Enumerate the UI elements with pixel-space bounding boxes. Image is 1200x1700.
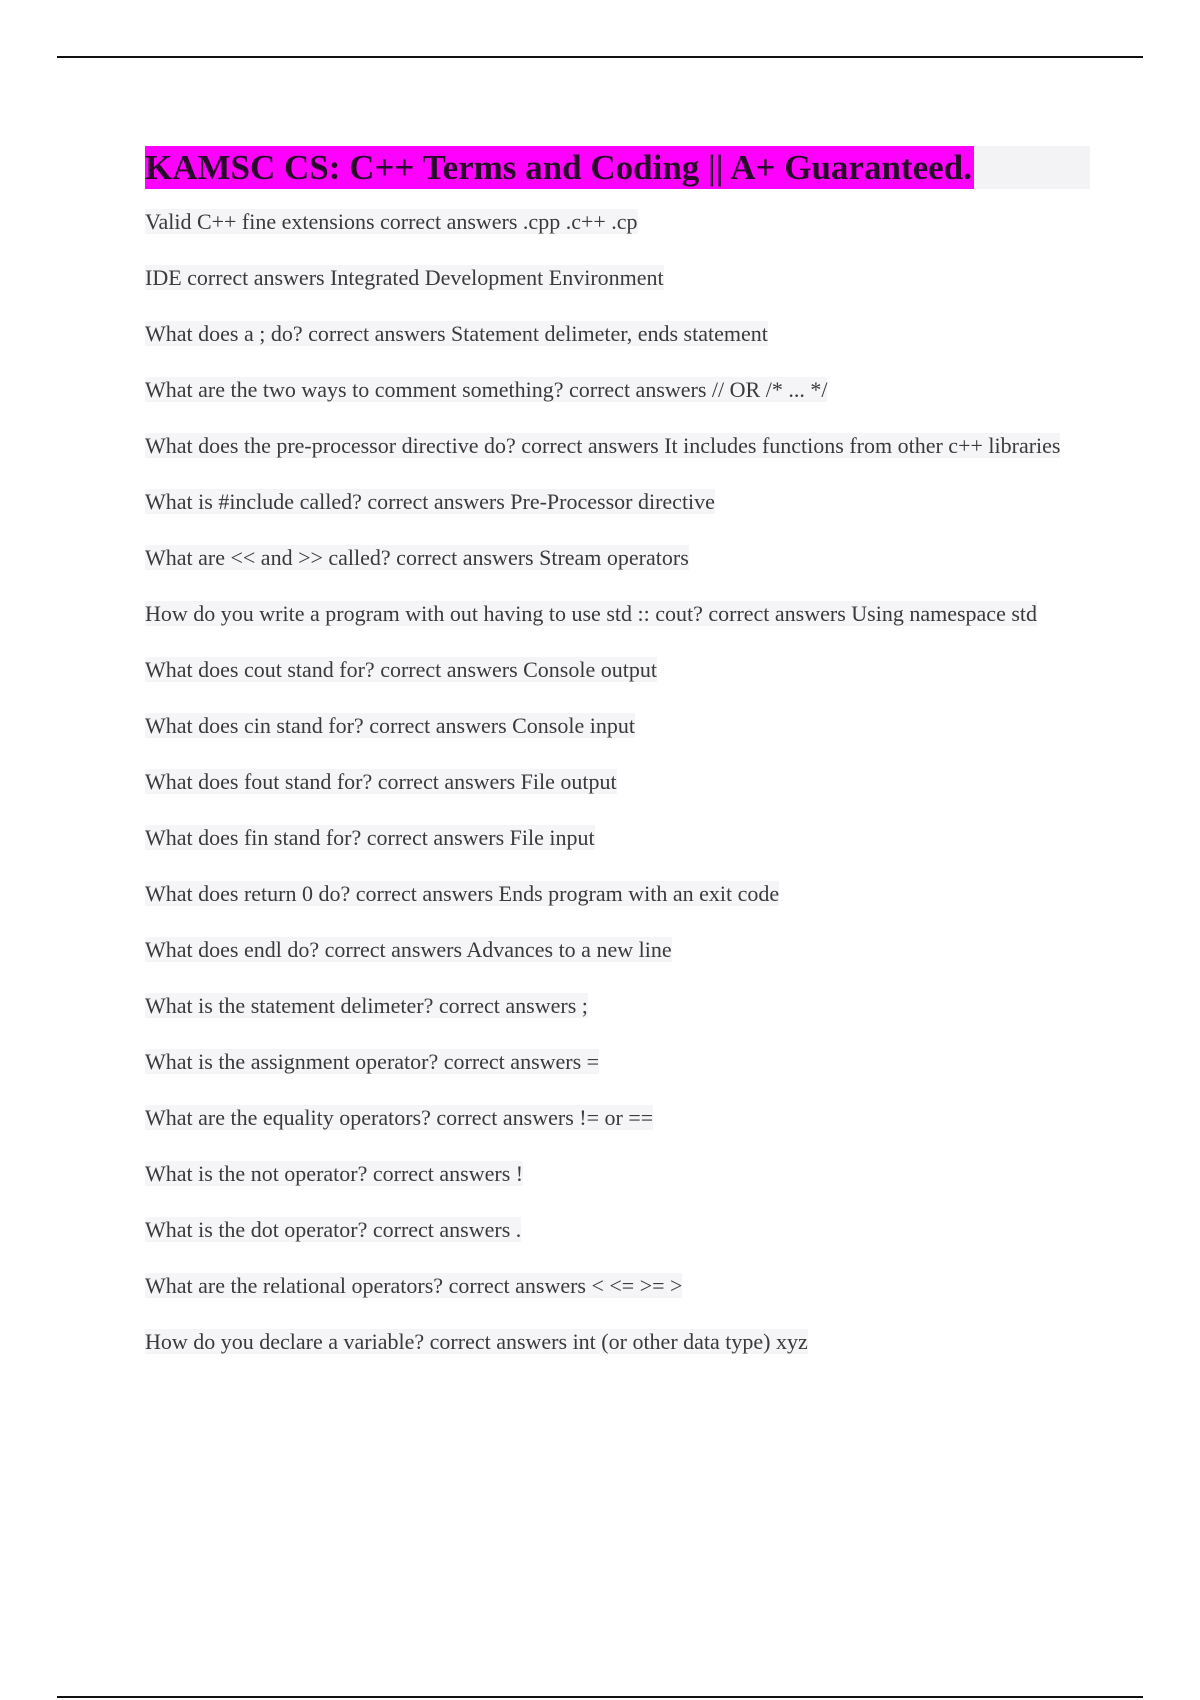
- list-item: How do you write a program with out having to use std :: cout? correct answers Using namespace std: [145, 601, 1038, 626]
- list-item: What is #include called? correct answers Pre-Processor directive: [145, 489, 715, 514]
- list-item: What are << and >> called? correct answers Stream operators: [145, 545, 689, 570]
- list-item: What is the assignment operator? correct answers =: [145, 1049, 600, 1074]
- list-item: IDE correct answers Integrated Development Environment: [145, 265, 664, 290]
- list-item: What are the equality operators? correct answers != or ==: [145, 1105, 654, 1130]
- title-row: [145, 146, 1090, 189]
- list-item: How do you declare a variable? correct answers int (or other data type) xyz: [145, 1329, 808, 1354]
- list-item: What is the dot operator? correct answers .: [145, 1217, 522, 1242]
- list-item: What does fin stand for? correct answers File input: [145, 825, 595, 850]
- list-item: What does a ; do? correct answers Statement delimeter, ends statement: [145, 321, 768, 346]
- list-item: What are the two ways to comment something? correct answers // OR /* ... */: [145, 377, 828, 402]
- list-item: What is the not operator? correct answers !: [145, 1161, 524, 1186]
- document-body: [145, 146, 1090, 1385]
- list-item: What does cout stand for? correct answers Console output: [145, 657, 657, 682]
- header-rule: [57, 56, 1143, 58]
- list-item: What does return 0 do? correct answers Ends program with an exit code: [145, 881, 780, 906]
- list-item: What does cin stand for? correct answers Console input: [145, 713, 635, 738]
- list-item: What does the pre-processor directive do? correct answers It includes functions from other c++ libraries: [145, 433, 1061, 458]
- document-title: KAMSC CS: C++ Terms and Coding || A+ Guaranteed.: [145, 148, 972, 187]
- list-item: What does fout stand for? correct answers File output: [145, 769, 617, 794]
- list-item: What is the statement delimeter? correct answers ;: [145, 993, 588, 1018]
- footer-rule: [57, 1696, 1143, 1698]
- qa-list: [145, 209, 1090, 1355]
- list-item: What are the relational operators? correct answers < <= >= >: [145, 1273, 683, 1298]
- list-item: What does endl do? correct answers Advances to a new line: [145, 937, 672, 962]
- list-item: Valid C++ fine extensions correct answers .cpp .c++ .cp: [145, 209, 638, 234]
